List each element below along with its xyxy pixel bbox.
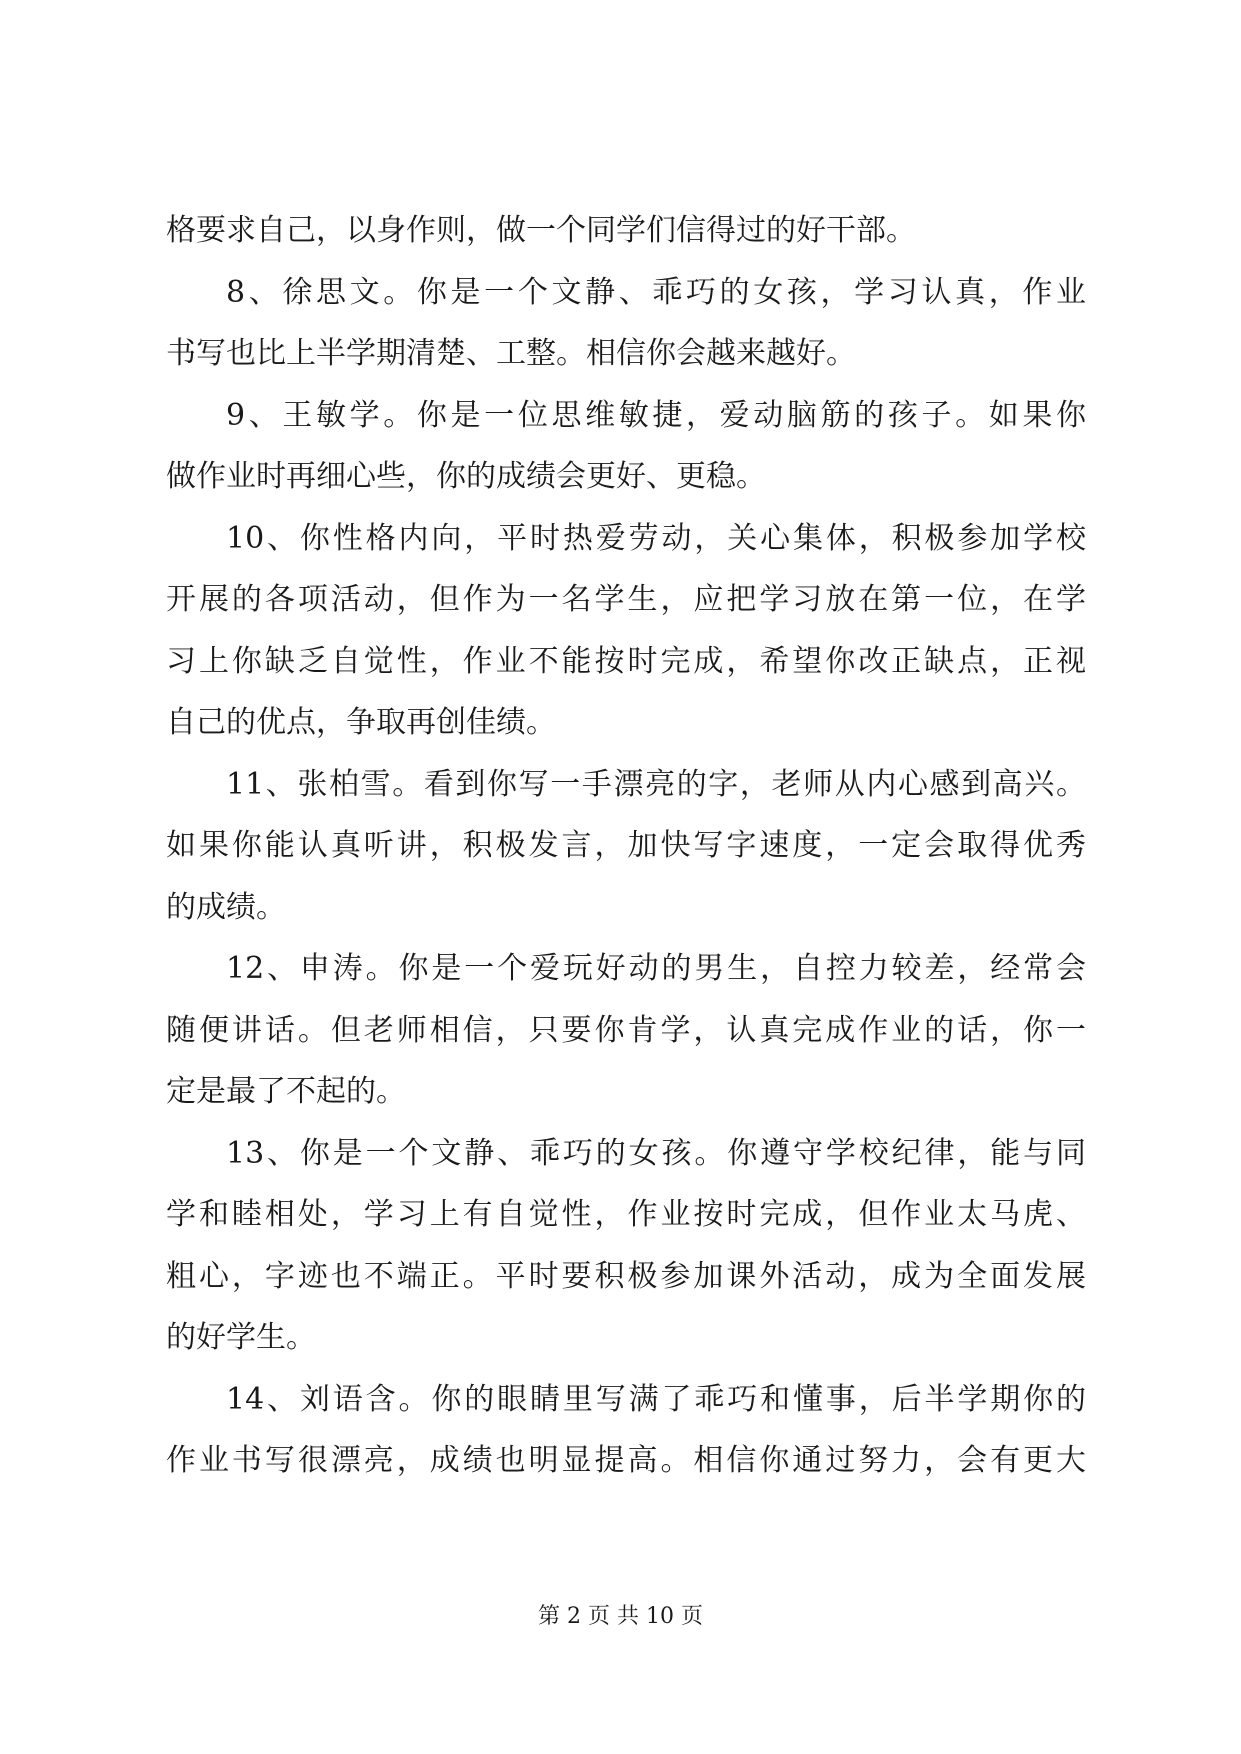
text-line: 书写也比上半学期清楚、工整。相信你会越来越好。 [166, 336, 856, 371]
text-line: 13、你是一个文静、乖巧的女孩。你遵守学校纪律，能与同 [226, 1135, 1086, 1171]
text-line: 12、申涛。你是一个爱玩好动的男生，自控力较差，经常会 [226, 951, 1086, 986]
text-line: 随便讲话。但老师相信，只要你肯学，认真完成作业的话，你一 [166, 1012, 1086, 1048]
text-line: 习上你缺乏自觉性，作业不能按时完成，希望你改正缺点，正视 [166, 643, 1086, 679]
text-line: 14、刘语含。你的眼睛里写满了乖巧和懂事，后半学期你的 [226, 1381, 1086, 1417]
text-line: 的成绩。 [166, 889, 286, 925]
text-line: 如果你能认真听讲，积极发言，加快写字速度，一定会取得优秀 [166, 828, 1086, 863]
page-footer: 第 2 页 共 10 页 [538, 1604, 703, 1629]
text-line: 学和睦相处，学习上有自觉性，作业按时完成，但作业太马虎、 [166, 1197, 1086, 1232]
text-line: 8、徐思文。你是一个文静、乖巧的女孩，学习认真，作业 [226, 274, 1086, 310]
text-line: 格要求自己，以身作则，做一个同学们信得过的好干部。 [166, 213, 916, 248]
text-line: 做作业时再细心些，你的成绩会更好、更稳。 [166, 459, 766, 494]
text-line: 的好学生。 [166, 1320, 316, 1355]
text-line: 9、王敏学。你是一位思维敏捷，爱动脑筋的孩子。如果你 [226, 397, 1086, 433]
body-text [166, 200, 1086, 1492]
text-line: 作业书写很漂亮，成绩也明显提高。相信你通过努力，会有更大 [166, 1443, 1086, 1478]
text-line: 定是最了不起的。 [166, 1074, 406, 1109]
text-line: 粗心，字迹也不端正。平时要积极参加课外活动，成为全面发展 [166, 1258, 1086, 1294]
text-line: 自己的优点，争取再创佳绩。 [166, 705, 556, 740]
text-line: 开展的各项活动，但作为一名学生，应把学习放在第一位，在学 [166, 582, 1086, 617]
text-line: 11、张柏雪。看到你写一手漂亮的字，老师从内心感到高兴。 [226, 766, 1086, 802]
text-line: 10、你性格内向，平时热爱劳动，关心集体，积极参加学校 [226, 520, 1086, 556]
